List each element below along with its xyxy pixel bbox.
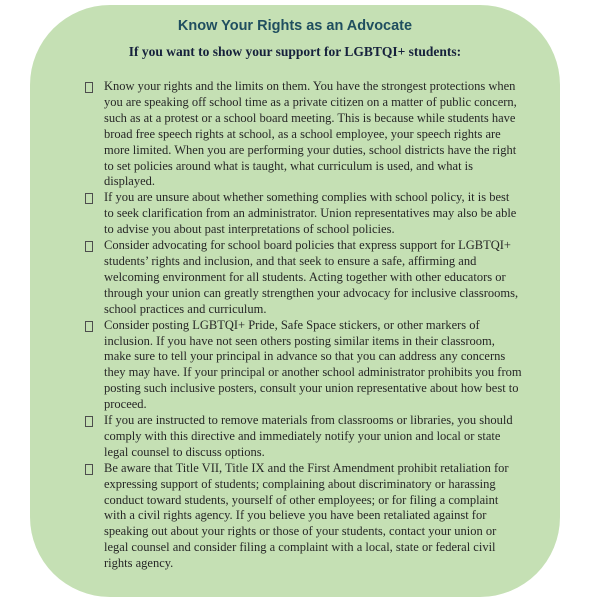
page-title: Know Your Rights as an Advocate [177, 18, 413, 34]
green-rounded-card [30, 5, 560, 597]
page-subtitle: If you want to show your support for LGBTQI+ students: [128, 44, 462, 59]
empty-square-icon [85, 82, 93, 93]
list-item [85, 318, 525, 413]
empty-square-icon [85, 193, 93, 204]
advice-list [85, 79, 525, 572]
list-item-text: If you are instructed to remove materials from classrooms or libraries, you should comply with this directive and immediately notify your union and local or state legal counsel to discuss options. [104, 413, 513, 459]
empty-square-icon [85, 321, 93, 332]
empty-square-icon [85, 464, 93, 475]
list-item-text: Consider posting LGBTQI+ Pride, Safe Space stickers, or other markers of inclusion. If you have not seen others posting similar items in their classroom, make sure to tell your principal in advance so that you can address any concerns they may have. If your principal or another school administrator prohibits you from posting such inclusive posters, consult your union representative about how best to proceed. [104, 317, 522, 412]
list-item [85, 190, 525, 238]
list-item-text: Be aware that Title VII, Title IX and the First Amendment prohibit retaliation for expressing support of students; complaining about discriminatory or harassing conduct toward students, yourself of other employees; or for filing a complaint with a civil rights agency. If you believe you have been retaliated against for speaking out about your rights or those of your students, contact your union or legal counsel and consider filing a complaint with a local, state or federal civil rights agency. [104, 460, 509, 571]
list-item-text: If you are unsure about whether something complies with school policy, it is best to seek clarification from an administrator. Union representatives may also be able to advise you about past interpretations of school policies. [104, 190, 517, 237]
list-item [85, 461, 525, 572]
empty-square-icon [85, 241, 93, 252]
list-item [85, 238, 525, 318]
list-item [85, 79, 525, 190]
list-item-text: Consider advocating for school board policies that express support for LGBTQI+ students’ rights and inclusion, and that seek to ensure a safe, affirming and welcoming environment for all students. Acting together with other educators or through your union can greatly strengthen your advocacy for inclusive classrooms, school practices and curriculum. [104, 238, 519, 316]
list-item [85, 413, 525, 461]
empty-square-icon [85, 416, 93, 427]
list-item-text: Know your rights and the limits on them. You have the strongest protections when you are speaking off school time as a private citizen on a matter of public concern, such as at a protest or a school board meeting. This is because while students have broad free speech rights at school, as a school employee, your speech rights are more limited. When you are performing your duties, school districts have the right to set policies around what is taught, what curriculum is used, and what is displayed. [104, 79, 517, 189]
